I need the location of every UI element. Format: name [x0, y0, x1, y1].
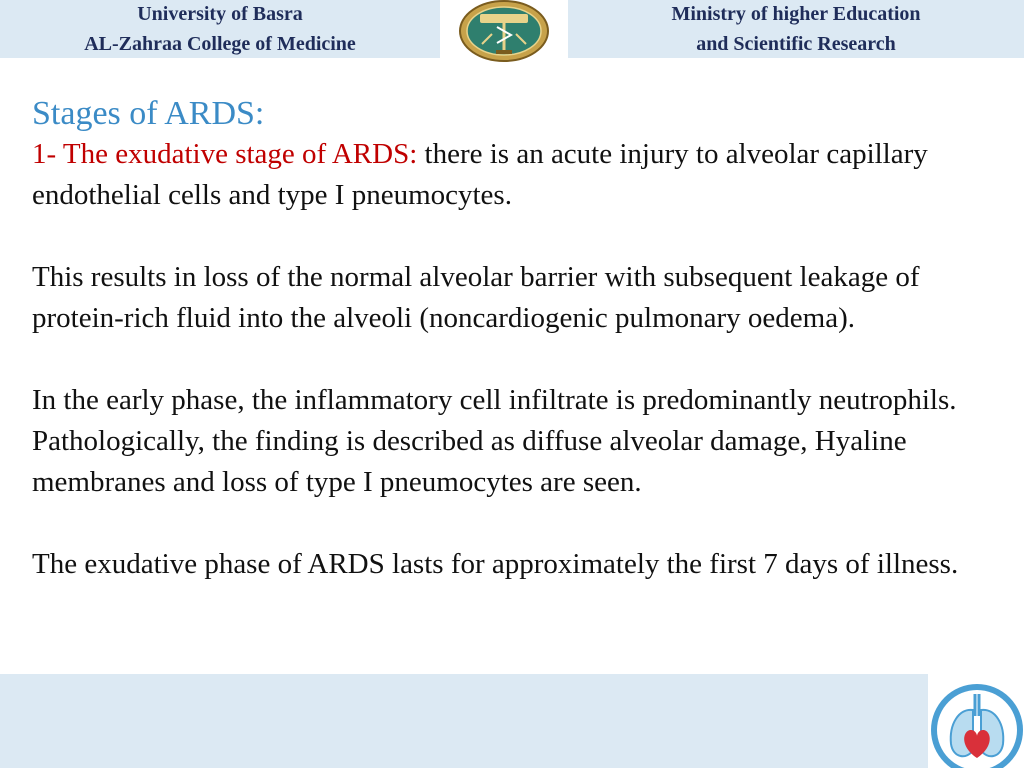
stage-description: there is an acute injury to alveolar capillary endothelial cells and type I pneumocytes. [32, 138, 928, 211]
paragraph-barrier-loss: This results in loss of the normal alveolar barrier with subsequent leakage of protein-rich fluid into the alveoli (noncardiogenic pulmonary oedema). [32, 261, 920, 334]
paragraph-exudative-stage [32, 134, 1002, 216]
university-name: University of Basra [137, 3, 303, 25]
header-right-panel [568, 0, 1024, 58]
ministry-name: Ministry of higher Education [671, 3, 921, 25]
stage-heading: 1- The exudative stage of ARDS: [32, 138, 418, 170]
slide-title: Stages of ARDS: [32, 95, 265, 132]
footer-bar [0, 674, 928, 768]
paragraph-early-phase: In the early phase, the inflammatory cell infiltrate is predominantly neutrophils. Pathologically, the finding is described as diffuse alveolar damage, Hyaline membranes and loss of type I pneumocytes are seen. [32, 384, 957, 498]
ministry-subtitle: and Scientific Research [696, 33, 896, 55]
lungs-heart-icon [929, 674, 1024, 768]
slide-content [32, 94, 1002, 585]
college-seal-logo [452, 0, 568, 64]
college-name: AL-Zahraa College of Medicine [84, 33, 356, 55]
paragraph-duration: The exudative phase of ARDS lasts for approximately the first 7 days of illness. [32, 548, 959, 580]
header-left-panel [0, 0, 440, 58]
